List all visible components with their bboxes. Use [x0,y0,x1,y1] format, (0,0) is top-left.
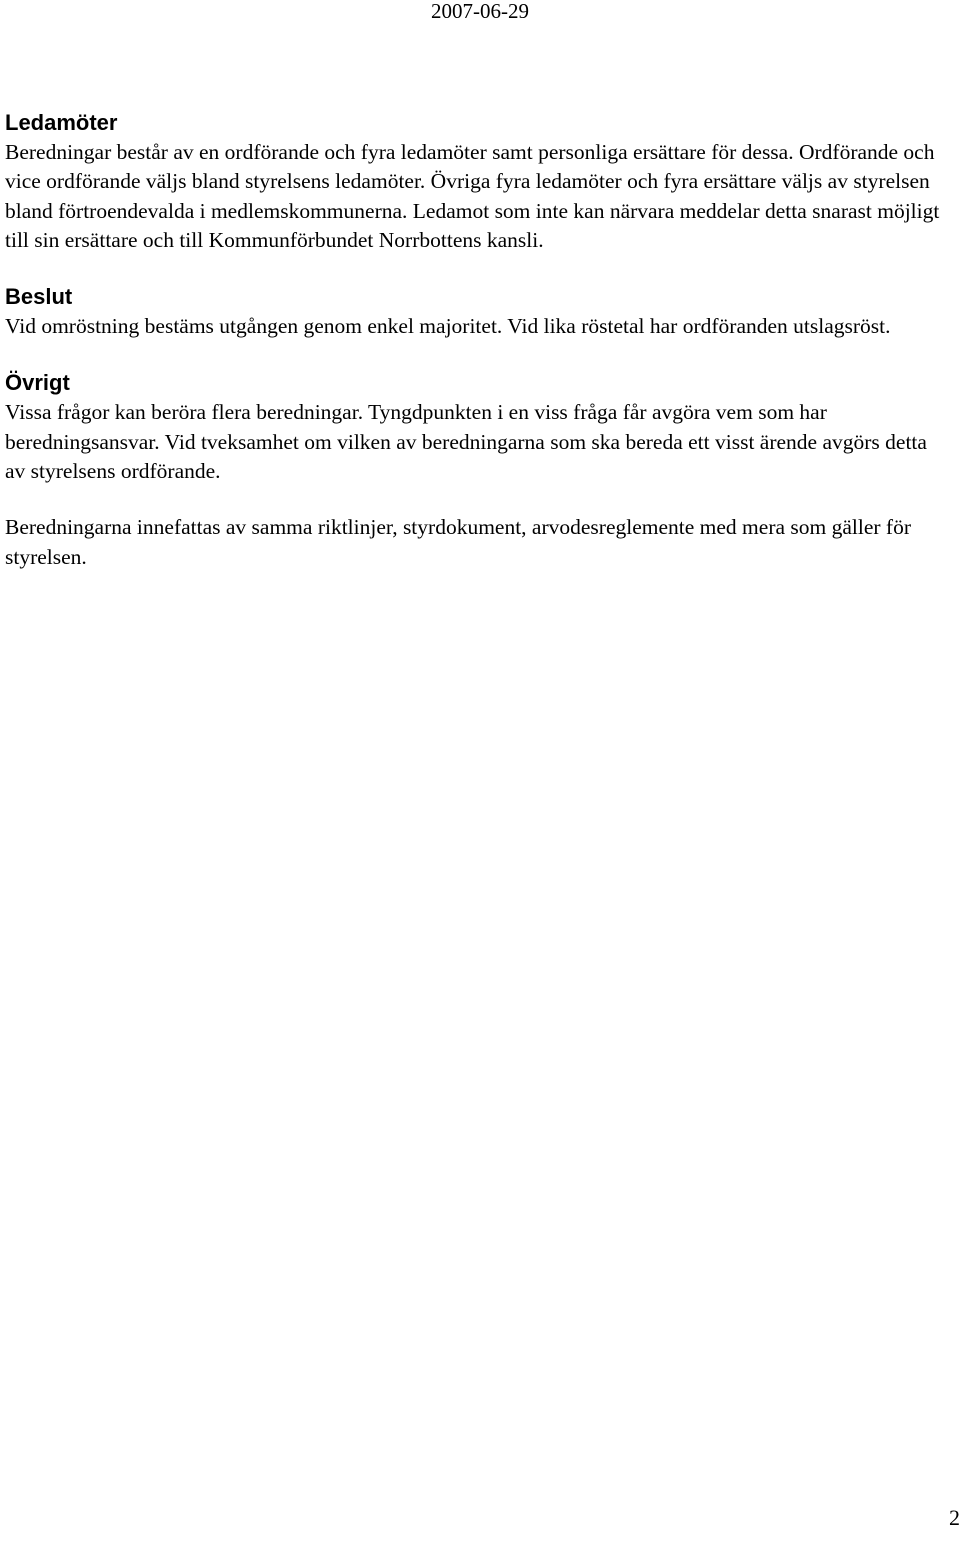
section-heading: Övrigt [5,370,70,396]
section-closing [5,513,950,572]
page-number: 2 [949,1505,960,1530]
section-beslut [5,282,950,341]
section-paragraph: Beredningar består av en ordförande och fyra ledamöter samt personliga ersättare för dessa. Ordförande och vice ordförande väljs bland styrelsens ledamöter. Övriga fyra ledamöter och fyra ersättare väljs av styrelsen bland förtroendevalda i medlemskommunerna. Ledamot som inte kan närvara meddelar detta snarast möjligt till sin ersättare och till Kommunförbundet Norrbottens kansli. [5,140,940,252]
document-date: 2007-06-29 [431,0,529,23]
document-body [5,108,950,599]
section-heading: Beslut [5,284,73,310]
section-ovrigt [5,368,950,486]
section-ledamoter [5,108,950,255]
section-paragraph: Vid omröstning bestäms utgången genom enkel majoritet. Vid lika röstetal har ordföranden utslagsröst. [5,314,891,339]
section-paragraph: Vissa frågor kan beröra flera beredningar. Tyngdpunkten i en viss fråga får avgöra vem som har beredningsansvar. Vid tveksamhet om vilken av beredningarna som ska bereda ett visst ärende avgörs detta av styrelsens ordförande. [5,400,927,484]
section-heading: Ledamöter [5,110,118,135]
closing-paragraph: Beredningarna innefattas av samma riktlinjer, styrdokument, arvodesreglemente med mera som gäller för styrelsen. [5,515,912,569]
